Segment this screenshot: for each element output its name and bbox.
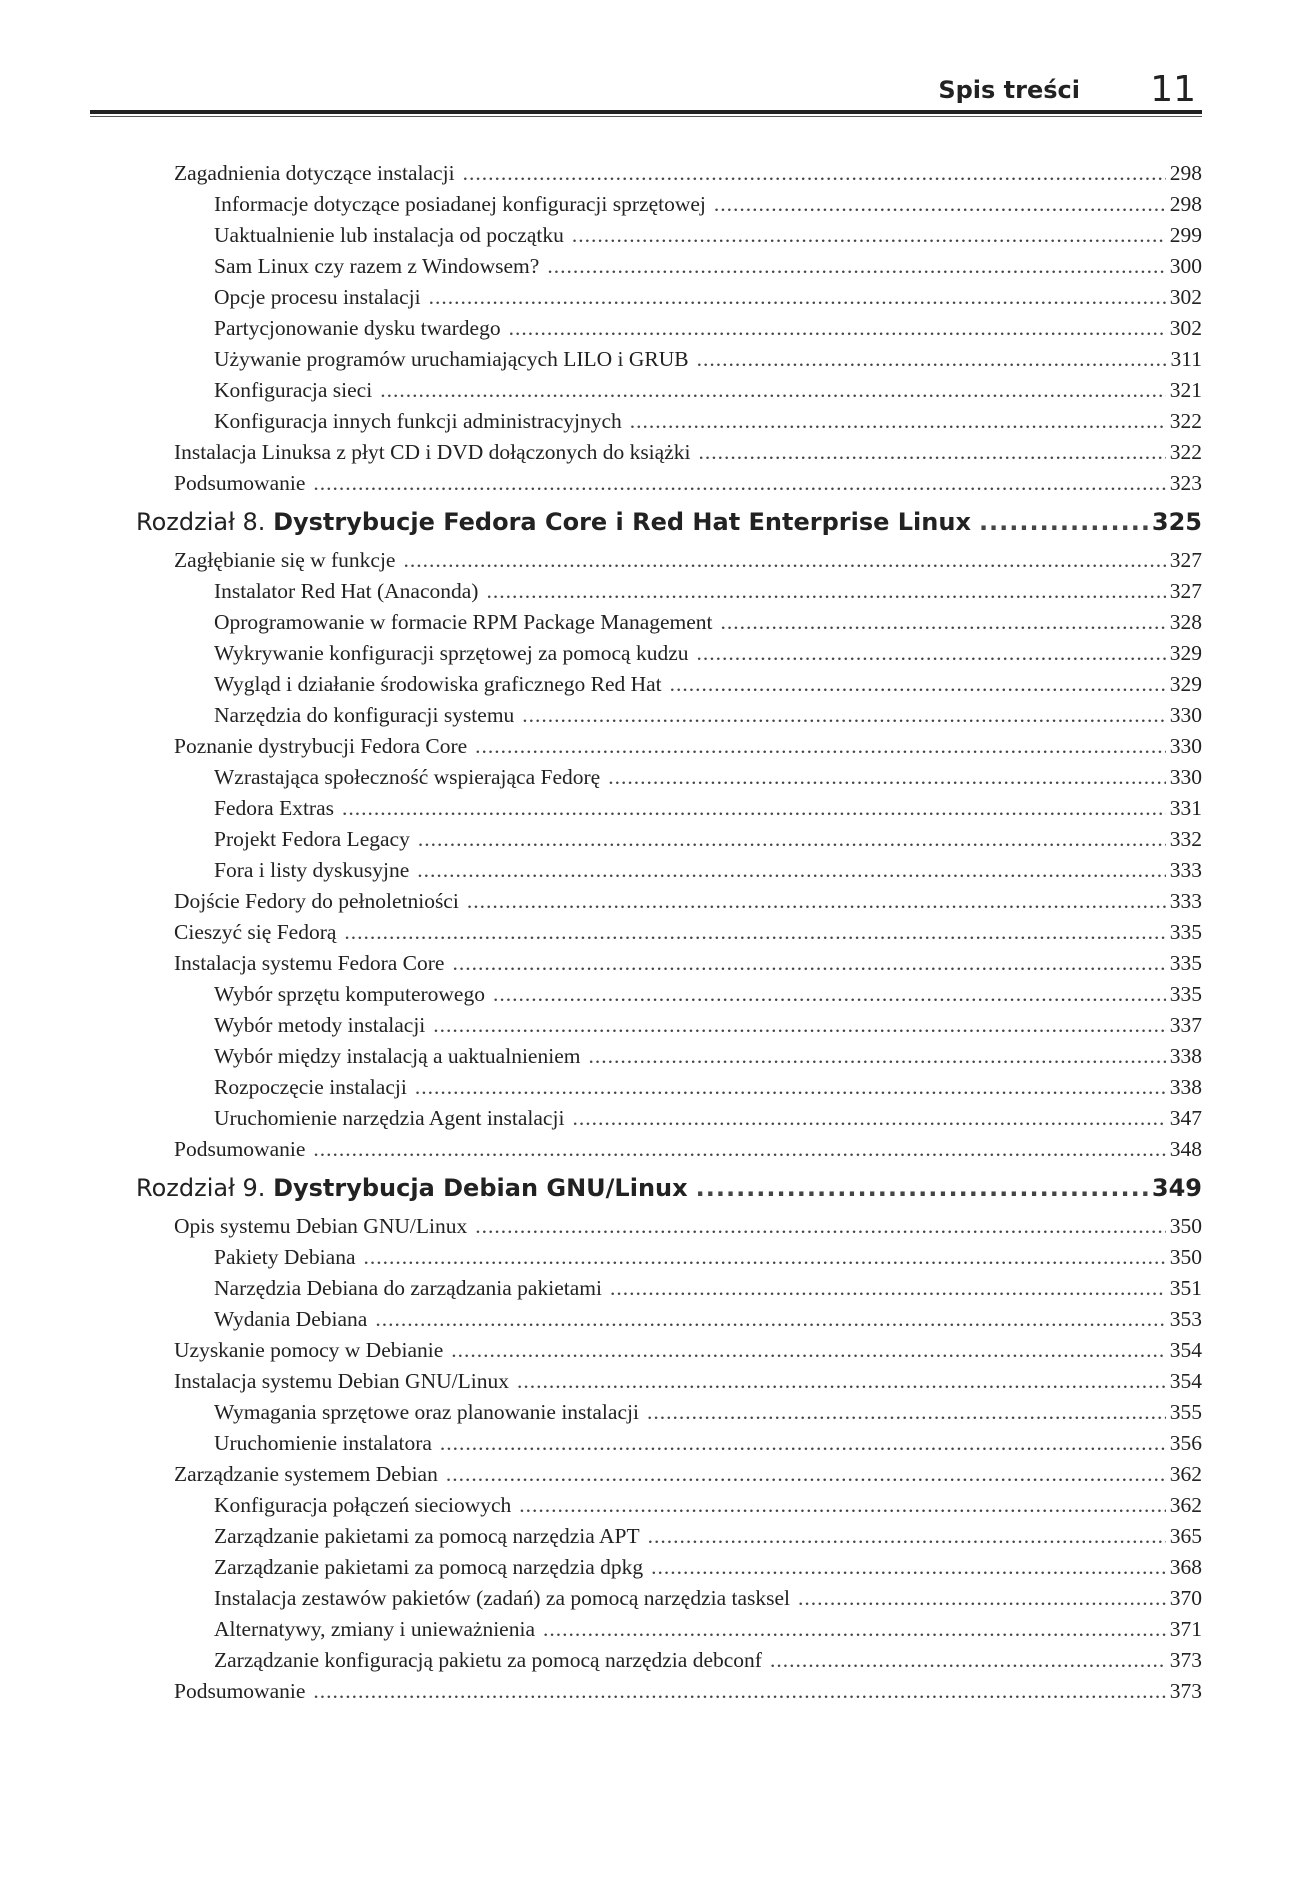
toc-page-number: 311	[1170, 347, 1202, 371]
toc-page-number: 321	[1169, 378, 1202, 402]
toc-entry-label: Cieszyć się Fedorą	[174, 920, 337, 944]
toc-page-number: 335	[1169, 920, 1202, 944]
toc-entry	[136, 437, 1202, 468]
toc-entry-label: Opcje procesu instalacji	[214, 285, 421, 309]
toc-page-number: 328	[1169, 610, 1202, 634]
toc-entry	[136, 1041, 1202, 1072]
toc-page-number: 332	[1169, 827, 1202, 851]
toc-entry	[136, 1490, 1202, 1521]
toc-entry-label: Używanie programów uruchamiających LILO i GRUB	[214, 347, 689, 371]
toc-entry	[136, 1242, 1202, 1273]
toc-page-number: 298	[1169, 161, 1202, 185]
toc-page-number: 327	[1169, 548, 1202, 572]
toc-entry-label: Zarządzanie pakietami za pomocą narzędzia dpkg	[214, 1555, 644, 1579]
toc-entry	[136, 1645, 1202, 1676]
toc-entry	[136, 824, 1202, 855]
toc-entry-label: Narzędzia Debiana do zarządzania pakietami	[214, 1276, 602, 1300]
dot-leader	[610, 1273, 1166, 1304]
toc-entry	[136, 731, 1202, 762]
toc-page-number: 302	[1169, 316, 1202, 340]
dot-leader	[572, 220, 1166, 251]
toc-page-number: 349	[1151, 1174, 1202, 1202]
toc-page-number: 327	[1169, 579, 1202, 603]
toc-page-number: 299	[1169, 223, 1202, 247]
toc-page-number: 337	[1169, 1013, 1202, 1037]
chapter-title: Dystrybucje Fedora Core i Red Hat Enterprise Linux	[273, 508, 971, 536]
toc-page-number: 354	[1169, 1369, 1202, 1393]
dot-leader	[648, 1521, 1166, 1552]
toc-entry-label: Informacje dotyczące posiadanej konfiguracji sprzętowej	[214, 192, 706, 216]
toc-entry	[136, 1273, 1202, 1304]
toc-entry	[136, 607, 1202, 638]
toc-entry-label: Instalacja systemu Debian GNU/Linux	[174, 1369, 509, 1393]
toc-page-number: 347	[1169, 1106, 1202, 1130]
dot-leader	[608, 762, 1166, 793]
dot-leader	[380, 375, 1166, 406]
toc-entry	[136, 1583, 1202, 1614]
dot-leader	[517, 1366, 1166, 1397]
toc-entry	[136, 1211, 1202, 1242]
toc-entry-label: Konfiguracja sieci	[214, 378, 373, 402]
toc-entry-label: Rozpoczęcie instalacji	[214, 1075, 407, 1099]
toc-entry	[136, 251, 1202, 282]
toc-page-number: 348	[1169, 1137, 1202, 1161]
toc-entry-label: Zagłębianie się w funkcje	[174, 548, 396, 572]
dot-leader	[452, 948, 1165, 979]
toc-entry	[136, 948, 1202, 979]
toc-page-number: 330	[1169, 703, 1202, 727]
toc-entry-label: Konfiguracja innych funkcji administracyjnych	[214, 409, 622, 433]
chapter-title: Dystrybucja Debian GNU/Linux	[273, 1174, 688, 1202]
toc-entry	[136, 762, 1202, 793]
dot-leader	[697, 344, 1167, 375]
toc-entry	[136, 1521, 1202, 1552]
toc-entry-label: Zarządzanie systemem Debian	[174, 1462, 438, 1486]
toc-page-number: 356	[1169, 1431, 1202, 1455]
toc-entry-label: Instalacja zestawów pakietów (zadań) za pomocą narzędzia tasksel	[214, 1586, 791, 1610]
table-of-contents	[136, 158, 1202, 1707]
toc-entry-label	[136, 1165, 688, 1211]
toc-page-number: 373	[1169, 1648, 1202, 1672]
toc-entry	[136, 1304, 1202, 1335]
toc-entry	[136, 1552, 1202, 1583]
toc-entry	[136, 344, 1202, 375]
toc-entry-label: Wybór metody instalacji	[214, 1013, 426, 1037]
dot-leader	[519, 1490, 1165, 1521]
dot-leader	[493, 979, 1166, 1010]
toc-page-number: 350	[1169, 1245, 1202, 1269]
toc-page-number: 373	[1169, 1679, 1202, 1703]
dot-leader	[475, 1211, 1166, 1242]
toc-entry-label: Konfiguracja połączeń sieciowych	[214, 1493, 512, 1517]
toc-page-number: 322	[1169, 409, 1202, 433]
toc-page-number: 335	[1169, 951, 1202, 975]
toc-entry-label: Poznanie dystrybucji Fedora Core	[174, 734, 468, 758]
toc-entry-label: Wybór między instalacją a uaktualnieniem	[214, 1044, 581, 1068]
toc-chapter-entry	[136, 499, 1202, 545]
toc-entry-label: Wygląd i działanie środowiska graficznego Red Hat	[214, 672, 662, 696]
dot-leader	[547, 251, 1165, 282]
toc-page-number: 333	[1169, 889, 1202, 913]
toc-entry	[136, 979, 1202, 1010]
toc-entry-label: Dojście Fedory do pełnoletniości	[174, 889, 459, 913]
toc-entry	[136, 700, 1202, 731]
toc-page-number: 368	[1169, 1555, 1202, 1579]
toc-entry	[136, 1366, 1202, 1397]
toc-entry-label: Projekt Fedora Legacy	[214, 827, 410, 851]
toc-entry-label: Wymagania sprzętowe oraz planowanie instalacji	[214, 1400, 639, 1424]
dot-leader	[415, 1072, 1166, 1103]
running-header-title: Spis treści	[938, 76, 1080, 104]
dot-leader	[522, 700, 1165, 731]
toc-entry-label: Uzyskanie pomocy w Debianie	[174, 1338, 444, 1362]
toc-chapter-entry	[136, 1165, 1202, 1211]
running-header	[90, 62, 1202, 112]
dot-leader	[342, 793, 1166, 824]
toc-entry	[136, 1134, 1202, 1165]
dot-leader	[543, 1614, 1166, 1645]
toc-entry	[136, 1010, 1202, 1041]
header-rule-thin	[90, 116, 1202, 117]
toc-entry-label: Fedora Extras	[214, 796, 335, 820]
toc-entry-label: Oprogramowanie w formacie RPM Package Management	[214, 610, 713, 634]
toc-page-number: 323	[1169, 471, 1202, 495]
toc-entry-label: Instalator Red Hat (Anaconda)	[214, 579, 479, 603]
toc-page-number: 298	[1169, 192, 1202, 216]
dot-leader	[979, 499, 1148, 545]
dot-leader	[417, 855, 1165, 886]
toc-entry-label: Zarządzanie pakietami za pomocą narzędzia APT	[214, 1524, 640, 1548]
chapter-prefix: Rozdział 9.	[136, 1174, 274, 1202]
toc-entry-label: Wykrywanie konfiguracji sprzętowej za pomocą kudzu	[214, 641, 689, 665]
toc-entry-label	[136, 499, 971, 545]
dot-leader	[697, 638, 1166, 669]
dot-leader	[313, 1134, 1165, 1165]
toc-entry	[136, 1428, 1202, 1459]
toc-entry-label: Uruchomienie narzędzia Agent instalacji	[214, 1106, 565, 1130]
dot-leader	[670, 669, 1166, 700]
dot-leader	[433, 1010, 1165, 1041]
toc-entry	[136, 545, 1202, 576]
dot-leader	[486, 576, 1165, 607]
toc-page-number: 325	[1151, 508, 1202, 536]
dot-leader	[403, 545, 1165, 576]
toc-page-number: 350	[1169, 1214, 1202, 1238]
toc-page-number: 371	[1169, 1617, 1202, 1641]
toc-entry-label: Pakiety Debiana	[214, 1245, 356, 1269]
toc-page-number: 354	[1169, 1338, 1202, 1362]
toc-entry-label: Partycjonowanie dysku twardego	[214, 316, 501, 340]
dot-leader	[509, 313, 1166, 344]
toc-entry	[136, 1072, 1202, 1103]
chapter-prefix: Rozdział 8.	[136, 508, 274, 536]
toc-page-number: 330	[1169, 734, 1202, 758]
toc-entry-label: Podsumowanie	[174, 1137, 306, 1161]
toc-entry	[136, 793, 1202, 824]
dot-leader	[698, 437, 1165, 468]
toc-entry-label: Wzrastająca społeczność wspierająca Fedorę	[214, 765, 601, 789]
toc-entry-label: Zarządzanie konfiguracją pakietu za pomocą narzędzia debconf	[214, 1648, 762, 1672]
toc-page-number: 338	[1169, 1044, 1202, 1068]
dot-leader	[463, 158, 1166, 189]
toc-entry	[136, 1459, 1202, 1490]
toc-entry	[136, 375, 1202, 406]
toc-entry-label: Uaktualnienie lub instalacja od początku	[214, 223, 564, 247]
header-rule	[90, 110, 1202, 114]
toc-page-number: 335	[1169, 982, 1202, 1006]
dot-leader	[375, 1304, 1165, 1335]
page-number: 11	[1150, 69, 1196, 110]
toc-entry	[136, 220, 1202, 251]
toc-entry-label: Uruchomienie instalatora	[214, 1431, 432, 1455]
toc-entry	[136, 158, 1202, 189]
toc-page-number: 322	[1169, 440, 1202, 464]
toc-entry	[136, 1676, 1202, 1707]
dot-leader	[429, 282, 1166, 313]
dot-leader	[440, 1428, 1166, 1459]
toc-entry-label: Wydania Debiana	[214, 1307, 368, 1331]
toc-entry-label: Podsumowanie	[174, 471, 306, 495]
toc-entry	[136, 1335, 1202, 1366]
dot-leader	[451, 1335, 1165, 1366]
toc-page-number: 353	[1169, 1307, 1202, 1331]
toc-page-number: 370	[1169, 1586, 1202, 1610]
toc-entry	[136, 189, 1202, 220]
toc-page-number: 329	[1169, 641, 1202, 665]
toc-entry	[136, 638, 1202, 669]
toc-page-number: 338	[1169, 1075, 1202, 1099]
toc-entry	[136, 669, 1202, 700]
toc-page-number: 355	[1169, 1400, 1202, 1424]
dot-leader	[364, 1242, 1166, 1273]
toc-entry	[136, 1103, 1202, 1134]
dot-leader	[313, 468, 1165, 499]
toc-entry-label: Zagadnienia dotyczące instalacji	[174, 161, 455, 185]
toc-entry	[136, 576, 1202, 607]
dot-leader	[721, 607, 1166, 638]
toc-page-number: 365	[1169, 1524, 1202, 1548]
toc-entry-label: Podsumowanie	[174, 1679, 306, 1703]
dot-leader	[651, 1552, 1166, 1583]
toc-entry	[136, 1397, 1202, 1428]
toc-entry-label: Wybór sprzętu komputerowego	[214, 982, 485, 1006]
toc-entry	[136, 886, 1202, 917]
toc-entry-label: Fora i listy dyskusyjne	[214, 858, 410, 882]
dot-leader	[647, 1397, 1166, 1428]
toc-entry	[136, 313, 1202, 344]
dot-leader	[446, 1459, 1166, 1490]
toc-page-number: 330	[1169, 765, 1202, 789]
dot-leader	[798, 1583, 1166, 1614]
toc-entry-label: Alternatywy, zmiany i unieważnienia	[214, 1617, 535, 1641]
toc-page-number: 362	[1169, 1462, 1202, 1486]
toc-entry	[136, 1614, 1202, 1645]
toc-entry	[136, 406, 1202, 437]
toc-entry-label: Instalacja systemu Fedora Core	[174, 951, 445, 975]
dot-leader	[770, 1645, 1166, 1676]
toc-entry	[136, 855, 1202, 886]
dot-leader	[588, 1041, 1165, 1072]
toc-page-number: 302	[1169, 285, 1202, 309]
toc-page-number: 300	[1169, 254, 1202, 278]
toc-page-number: 329	[1169, 672, 1202, 696]
toc-page-number: 351	[1169, 1276, 1202, 1300]
toc-entry-label: Opis systemu Debian GNU/Linux	[174, 1214, 468, 1238]
toc-entry	[136, 282, 1202, 313]
toc-entry-label: Instalacja Linuksa z płyt CD i DVD dołączonych do książki	[174, 440, 691, 464]
dot-leader	[630, 406, 1166, 437]
toc-entry-label: Narzędzia do konfiguracji systemu	[214, 703, 515, 727]
dot-leader	[572, 1103, 1165, 1134]
toc-entry	[136, 468, 1202, 499]
toc-page-number: 331	[1169, 796, 1202, 820]
toc-entry-label: Sam Linux czy razem z Windowsem?	[214, 254, 540, 278]
toc-page-number: 333	[1169, 858, 1202, 882]
dot-leader	[344, 917, 1165, 948]
dot-leader	[313, 1676, 1165, 1707]
dot-leader	[714, 189, 1166, 220]
toc-page-number: 362	[1169, 1493, 1202, 1517]
dot-leader	[475, 731, 1166, 762]
dot-leader	[418, 824, 1166, 855]
dot-leader	[467, 886, 1166, 917]
dot-leader	[696, 1165, 1148, 1211]
toc-entry	[136, 917, 1202, 948]
